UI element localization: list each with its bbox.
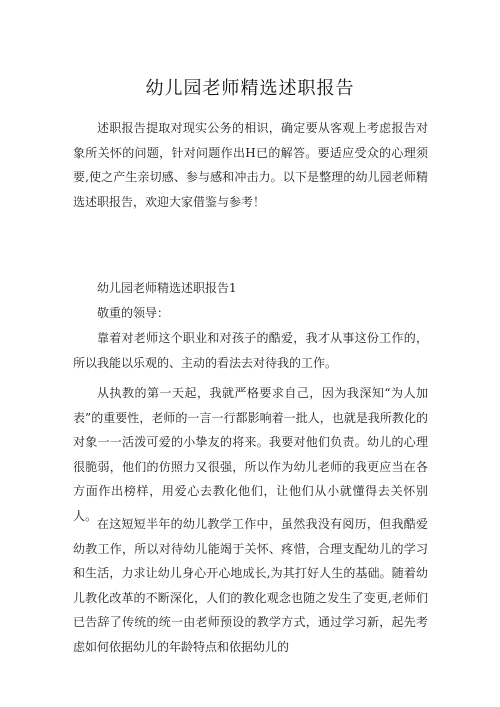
body-paragraph-3: 在这短短半年的幼儿教学工作中，虽然我没有阅历，但我酷爱幼教工作，所以对待幼儿能竭于关怀、疼惜，合理支配幼儿的学习和生活，力求让幼儿身心开心地成长,为其打好人生的基础。随着幼儿教化改革的不断深化，人们的教化观念也随之发生了变更,老师们已告辞了传统的统一由老师预设的教学方式，通过学习新，起先考虑如何依据幼儿的年龄特点和依据幼儿的	[73, 517, 428, 654]
intro-paragraph: 述职报告提取对现实公务的相识，确定要从客观上考虑报告对象所关怀的问题，针对问题作出H已的解答。要适应受众的心理须要,使之产生亲切感、参与感和冲击力。以下是整理的幼儿园老师精选述职报告，欢迎大家借鉴与参考！	[73, 121, 428, 209]
document-title: 幼儿园老师精选述职报告	[145, 78, 355, 99]
salutation: 敬重的领导：	[97, 306, 170, 320]
section-title: 幼儿园老师精选述职报告1	[97, 281, 237, 295]
body-paragraph-1: 靠着对老师这个职业和对孩子的酷爱，我才从事这份工作的，所以我能以乐观的、主动的看法去对待我的工作。	[73, 331, 428, 370]
body-paragraph-2: 从执教的第一天起，我就严格要求自己，因为我深知“为人加表”的重要性，老师的一言一行都影响着一批人，也就是我所教化的对象一一活泼可爱的小挚友的将来。我要对他们负责。幼儿的心理很脆弱，他们的仿照力又很强，所以作为幼儿老师的我更应当在各方面作出榜样，用爱心去教化他们，让他们从小就懂得去关怀别人。	[73, 386, 428, 523]
